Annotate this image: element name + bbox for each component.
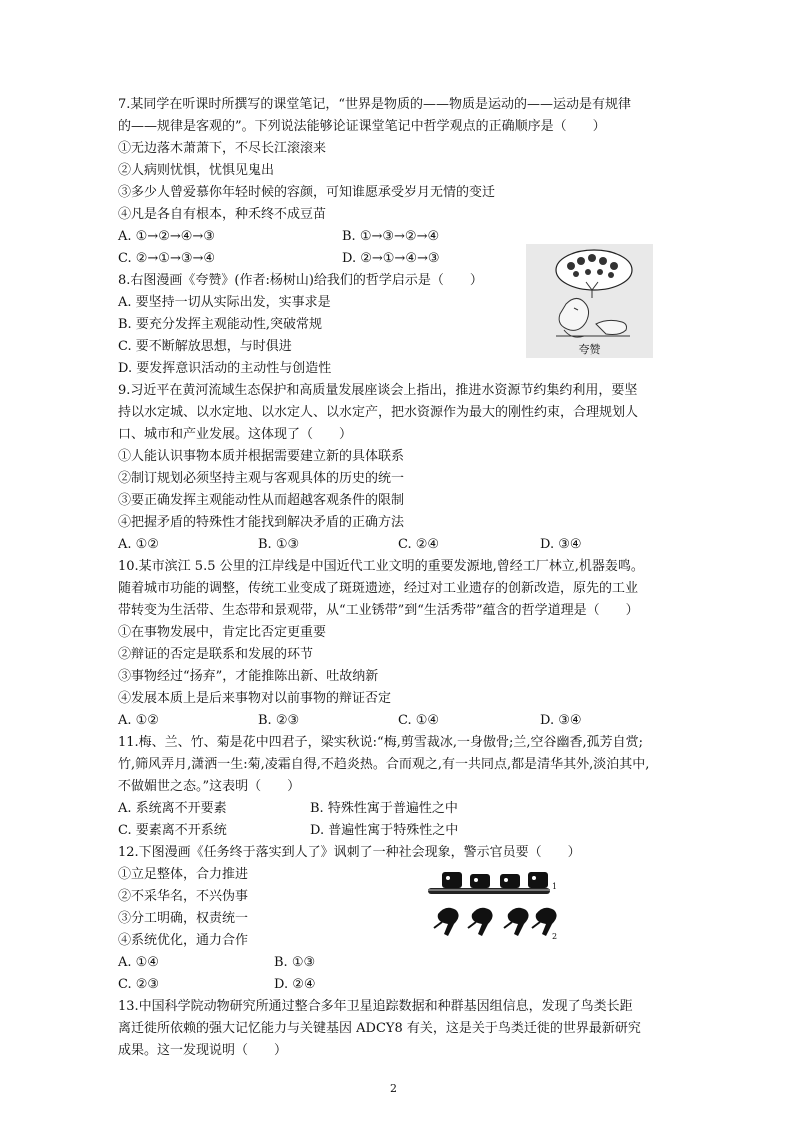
- q7-stem-line-2: 的——规律是客观的”。下列说法能够论证课堂笔记中哲学观点的正确顺序是（ ）: [118, 119, 606, 134]
- q10-option-c: C. ①④: [398, 713, 440, 728]
- q7-statement-2: ②人病则忧惧，忧惧见鬼出: [118, 163, 275, 178]
- q7-statement-3: ③多少人曾爱慕你年轻时候的容颜，可知谁愿承受岁月无情的变迁: [118, 185, 496, 200]
- q12-option-d: D. ②④: [274, 977, 316, 992]
- q10-statement-2: ②辩证的否定是联系和发展的环节: [118, 647, 314, 662]
- q9-option-d: D. ③④: [540, 537, 582, 552]
- q7-statement-4: ④凡是各自有根本，种禾终不成豆苗: [118, 207, 327, 222]
- cartoon-praise-figure: [526, 244, 653, 358]
- page-number: 2: [390, 1082, 397, 1095]
- q12-option-b: B. ①③: [274, 955, 316, 970]
- q8-option-b: B. 要充分发挥主观能动性,突破常规: [118, 317, 322, 332]
- q8-option-a: A. 要坚持一切从实际出发，实事求是: [118, 295, 331, 310]
- q11-option-d: D. 普遍性寓于特殊性之中: [310, 823, 459, 838]
- q9-option-c: C. ②④: [398, 537, 440, 552]
- q7-option-a: A. ①→②→④→③: [118, 229, 215, 244]
- q10-option-b: B. ②③: [258, 713, 300, 728]
- q7-stem-line-1: 7.某同学在听课时所撰写的课堂笔记，“世界是物质的——物质是运动的——运动是有规律: [118, 97, 632, 112]
- q10-stem-line-3: 带转变为生活带、生态带和景观带，从“工业锈带”到“生活秀带”蕴含的哲学道理是（ ）: [118, 603, 639, 618]
- q8-stem: 8.右图漫画《夸赞》(作者:杨树山)给我们的哲学启示是（ ）: [118, 273, 483, 288]
- q10-stem-line-1: 10.某市滨江 5.5 公里的江岸线是中国近代工业文明的重要发源地,曾经工厂林立,机器轰鸣。: [118, 559, 644, 574]
- q12-option-c: C. ②③: [118, 977, 160, 992]
- q9-statement-4: ④把握矛盾的特殊性才能找到解决矛盾的正确方法: [118, 515, 405, 530]
- q12-statement-4: ④系统优化，通力合作: [118, 933, 249, 948]
- q12-stem: 12.下图漫画《任务终于落实到人了》讽刺了一种社会现象，警示官员要（ ）: [118, 845, 581, 860]
- q13-stem-line-1: 13.中国科学院动物研究所通过整合多年卫星追踪数据和种群基因组信息，发现了鸟类长距: [118, 999, 633, 1014]
- q10-stem-line-2: 随着城市功能的调整，传统工业变成了斑斑遗迹，经过对工业遗存的创新改造，原先的工业: [118, 581, 639, 596]
- q9-stem-line-1: 9.习近平在黄河流域生态保护和高质量发展座谈会上指出，推进水资源节约集约利用，要坚: [118, 383, 638, 398]
- q11-option-b: B. 特殊性寓于普遍性之中: [310, 801, 458, 816]
- q11-stem-line-1: 11.梅、兰、竹、菊是花中四君子，梁实秋说:“梅,剪雪裁冰,一身傲骨;兰,空谷幽香,孤芳自赏;: [118, 735, 643, 750]
- q7-option-d: D. ②→①→④→③: [342, 251, 440, 266]
- q13-stem-line-2: 离迁徙所依赖的强大记忆能力与关键基因 ADCY8 有关，这是关于鸟类迁徙的世界最新研究: [118, 1021, 641, 1036]
- q11-stem-line-3: 不做媚世之态。”这表明（ ）: [118, 779, 301, 794]
- q9-option-a: A. ①②: [118, 537, 159, 552]
- q11-stem-line-2: 竹,筛风弄月,潇洒一生:菊,凌霜自得,不趋炎热。合而观之,有一共同点,都是清华其外,淡泊其中,: [118, 757, 650, 772]
- q10-statement-3: ③事物经过“扬弃”，才能推陈出新、吐故纳新: [118, 669, 379, 684]
- q10-statement-1: ①在事物发展中，肯定比否定更重要: [118, 625, 327, 640]
- q9-stem-line-3: 口、城市和产业发展。这体现了（ ）: [118, 427, 353, 442]
- q7-option-c: C. ②→①→③→④: [118, 251, 216, 266]
- q11-option-a: A. 系统离不开要素: [118, 801, 227, 816]
- q7-option-b: B. ①→③→②→④: [342, 229, 440, 244]
- cartoon-task-figure: [424, 862, 574, 946]
- q9-option-b: B. ①③: [258, 537, 300, 552]
- q9-stem-line-2: 持以水定城、以水定地、以水定人、以水定产，把水资源作为最大的刚性约束，合理规划人: [118, 405, 639, 420]
- q10-statement-4: ④发展本质上是后来事物对以前事物的辩证否定: [118, 691, 392, 706]
- q10-option-d: D. ③④: [540, 713, 582, 728]
- q9-statement-3: ③要正确发挥主观能动性从而超越客观条件的限制: [118, 493, 405, 508]
- cartoon-task-mark-2: 2: [552, 932, 558, 941]
- cartoon-task-mark-1: 1: [552, 882, 558, 891]
- q8-option-d: D. 要发挥意识活动的主动性与创造性: [118, 361, 332, 376]
- q9-statement-2: ②制订规划必须坚持主观与客观具体的历史的统一: [118, 471, 405, 486]
- q8-option-c: C. 要不断解放思想，与时俱进: [118, 339, 292, 354]
- q11-option-c: C. 要素离不开系统: [118, 823, 227, 838]
- q12-statement-2: ②不采华名，不兴伪事: [118, 889, 249, 904]
- q12-option-a: A. ①④: [118, 955, 159, 970]
- q12-statement-1: ①立足整体，合力推进: [118, 867, 249, 882]
- cartoon-praise-caption: 夸赞: [578, 343, 601, 356]
- q10-option-a: A. ①②: [118, 713, 159, 728]
- q7-statement-1: ①无边落木萧萧下，不尽长江滚滚来: [118, 141, 327, 156]
- q9-statement-1: ①人能认识事物本质并根据需要建立新的具体联系: [118, 449, 405, 464]
- q12-statement-3: ③分工明确，权责统一: [118, 911, 249, 926]
- q13-stem-line-3: 成果。这一发现说明（ ）: [118, 1043, 288, 1058]
